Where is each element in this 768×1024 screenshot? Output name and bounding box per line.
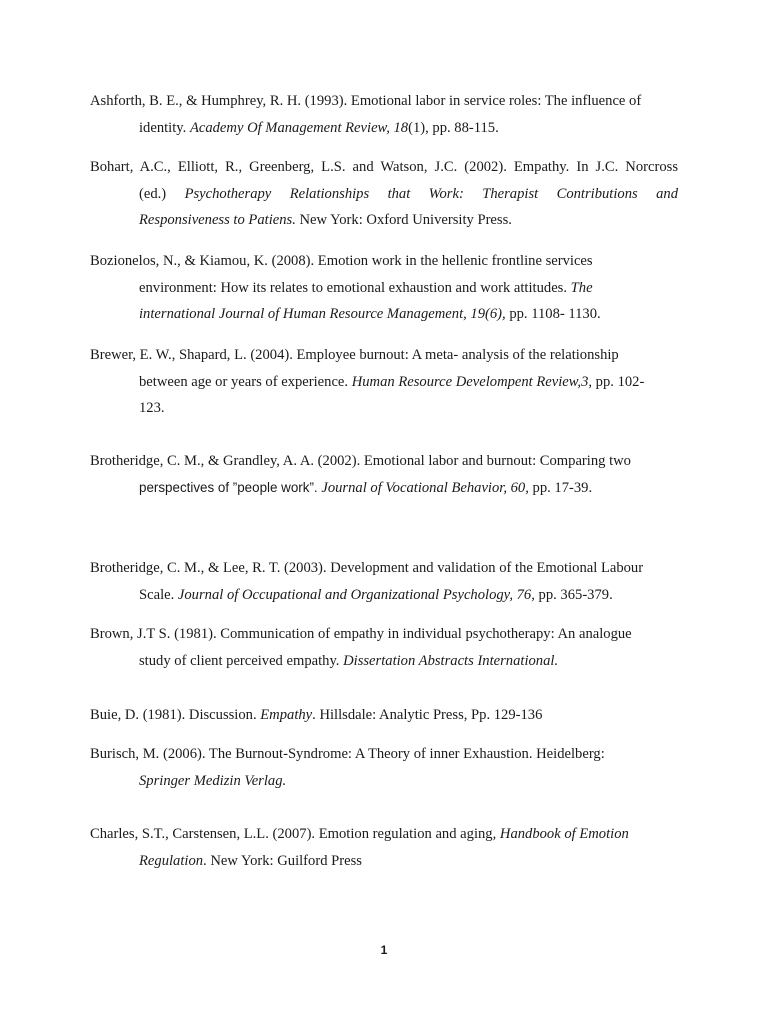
- reference-text: Burisch, M. (2006). The Burnout-Syndrome: A Theory of inner Exhaustion. Heidelberg:: [90, 746, 605, 762]
- reference-ashforth-1993: [90, 88, 678, 141]
- reference-text: Bozionelos, N., & Kiamou, K. (2008). Emotion work in the hellenic frontline services: [90, 253, 593, 269]
- reference-line: [90, 621, 678, 648]
- reference-text: Brown, J.T S. (1981). Communication of empathy in individual psychotherapy: An analogue: [90, 626, 632, 642]
- reference-text: New York: Oxford University Press.: [295, 212, 512, 228]
- reference-journal-title: Academy Of Management Review, 18: [189, 119, 409, 136]
- reference-text: Brotheridge, C. M., & Grandley, A. A. (2002). Emotional labor and burnout: Comparing two: [90, 453, 631, 469]
- reference-line: [90, 369, 678, 396]
- reference-bohart-2002: [90, 154, 678, 234]
- reference-publisher: Springer Medizin Verlag.: [139, 772, 287, 789]
- reference-line: [90, 648, 678, 675]
- reference-text: . New York: Guilford Press: [203, 852, 362, 869]
- reference-text: Scale.: [139, 586, 178, 603]
- reference-line: [90, 88, 678, 115]
- reference-buie-1981: [90, 702, 678, 729]
- reference-line: [90, 821, 678, 848]
- reference-journal-title: Human Resource Develompent Review,3,: [351, 373, 593, 390]
- reference-line: [90, 301, 678, 328]
- reference-text: Buie, D. (1981). Discussion.: [90, 707, 261, 723]
- reference-book-title: Handbook of Emotion: [499, 826, 629, 842]
- reference-brotheridge-lee-2003: [90, 555, 678, 608]
- reference-brotheridge-grandley-2002: [90, 448, 678, 501]
- reference-line: [90, 741, 678, 768]
- reference-bozionelos-2008: [90, 248, 678, 328]
- reference-text: Bohart, A.C., Elliott, R., Greenberg, L.S. and Watson, J.C. (2002). Empathy. In J.C. Norcross: [90, 159, 678, 175]
- reference-text: pp. 102-: [592, 373, 645, 390]
- reference-line: [90, 275, 678, 302]
- reference-charles-2007: [90, 821, 678, 874]
- reference-text: Ashforth, B. E., & Humphrey, R. H. (1993). Emotional labor in service roles: The influence of: [90, 93, 642, 109]
- reference-book-title: Empathy: [260, 707, 313, 723]
- reference-text: 123.: [139, 400, 165, 416]
- reference-book-title: Psychotherapy Relationships that Work: Therapist Contributions and: [184, 185, 678, 202]
- reference-book-title: Responsiveness to Patiens.: [139, 212, 296, 228]
- reference-journal-title: Journal of Occupational and Organizational Psychology, 76,: [177, 586, 535, 603]
- reference-journal-title: Journal of Vocational Behavior, 60,: [321, 479, 529, 496]
- reference-line: [90, 448, 678, 475]
- reference-text: identity.: [139, 119, 190, 136]
- page-number: 1: [380, 943, 388, 957]
- reference-line: [90, 207, 678, 234]
- reference-text: Brotheridge, C. M., & Lee, R. T. (2003). Development and validation of the Emotional Labour: [90, 560, 644, 576]
- reference-line: [90, 582, 678, 609]
- reference-line: [90, 115, 678, 142]
- reference-journal-title: Dissertation Abstracts International.: [343, 652, 559, 669]
- reference-text: (1), pp. 88-115.: [408, 119, 499, 136]
- reference-text: pp. 365-379.: [534, 586, 613, 603]
- reference-line: [90, 768, 678, 795]
- reference-text: study of client perceived empathy.: [139, 652, 344, 669]
- reference-brown-1981: [90, 621, 678, 674]
- reference-line: [90, 154, 678, 181]
- reference-text: between age or years of experience.: [139, 373, 352, 390]
- reference-line: [90, 342, 678, 369]
- reference-burisch-2006: [90, 741, 678, 794]
- reference-line: [90, 181, 678, 208]
- reference-text: . Hillsdale: Analytic Press, Pp. 129-136: [312, 707, 543, 723]
- reference-journal-title: international Journal of Human Resource Management, 19(6),: [139, 306, 506, 322]
- reference-line: [90, 475, 678, 502]
- reference-text: Brewer, E. W., Shapard, L. (2004). Employee burnout: A meta- analysis of the relationship: [90, 347, 619, 363]
- reference-text: Charles, S.T., Carstensen, L.L. (2007). Emotion regulation and aging,: [90, 826, 500, 842]
- reference-text: pp. 17-39.: [528, 479, 593, 496]
- reference-line: [90, 702, 678, 729]
- reference-line: [90, 395, 678, 422]
- reference-text: pp. 1108- 1130.: [505, 306, 601, 322]
- reference-text: perspectives of ”people work”.: [139, 479, 322, 495]
- reference-book-title: Regulation: [139, 852, 204, 869]
- reference-line: [90, 848, 678, 875]
- reference-brewer-2004: [90, 342, 678, 422]
- reference-text: (ed.): [139, 185, 185, 202]
- reference-journal-title: The: [570, 279, 593, 296]
- reference-line: [90, 555, 678, 582]
- reference-line: [90, 248, 678, 275]
- reference-text: environment: How its relates to emotional exhaustion and work attitudes.: [139, 279, 571, 296]
